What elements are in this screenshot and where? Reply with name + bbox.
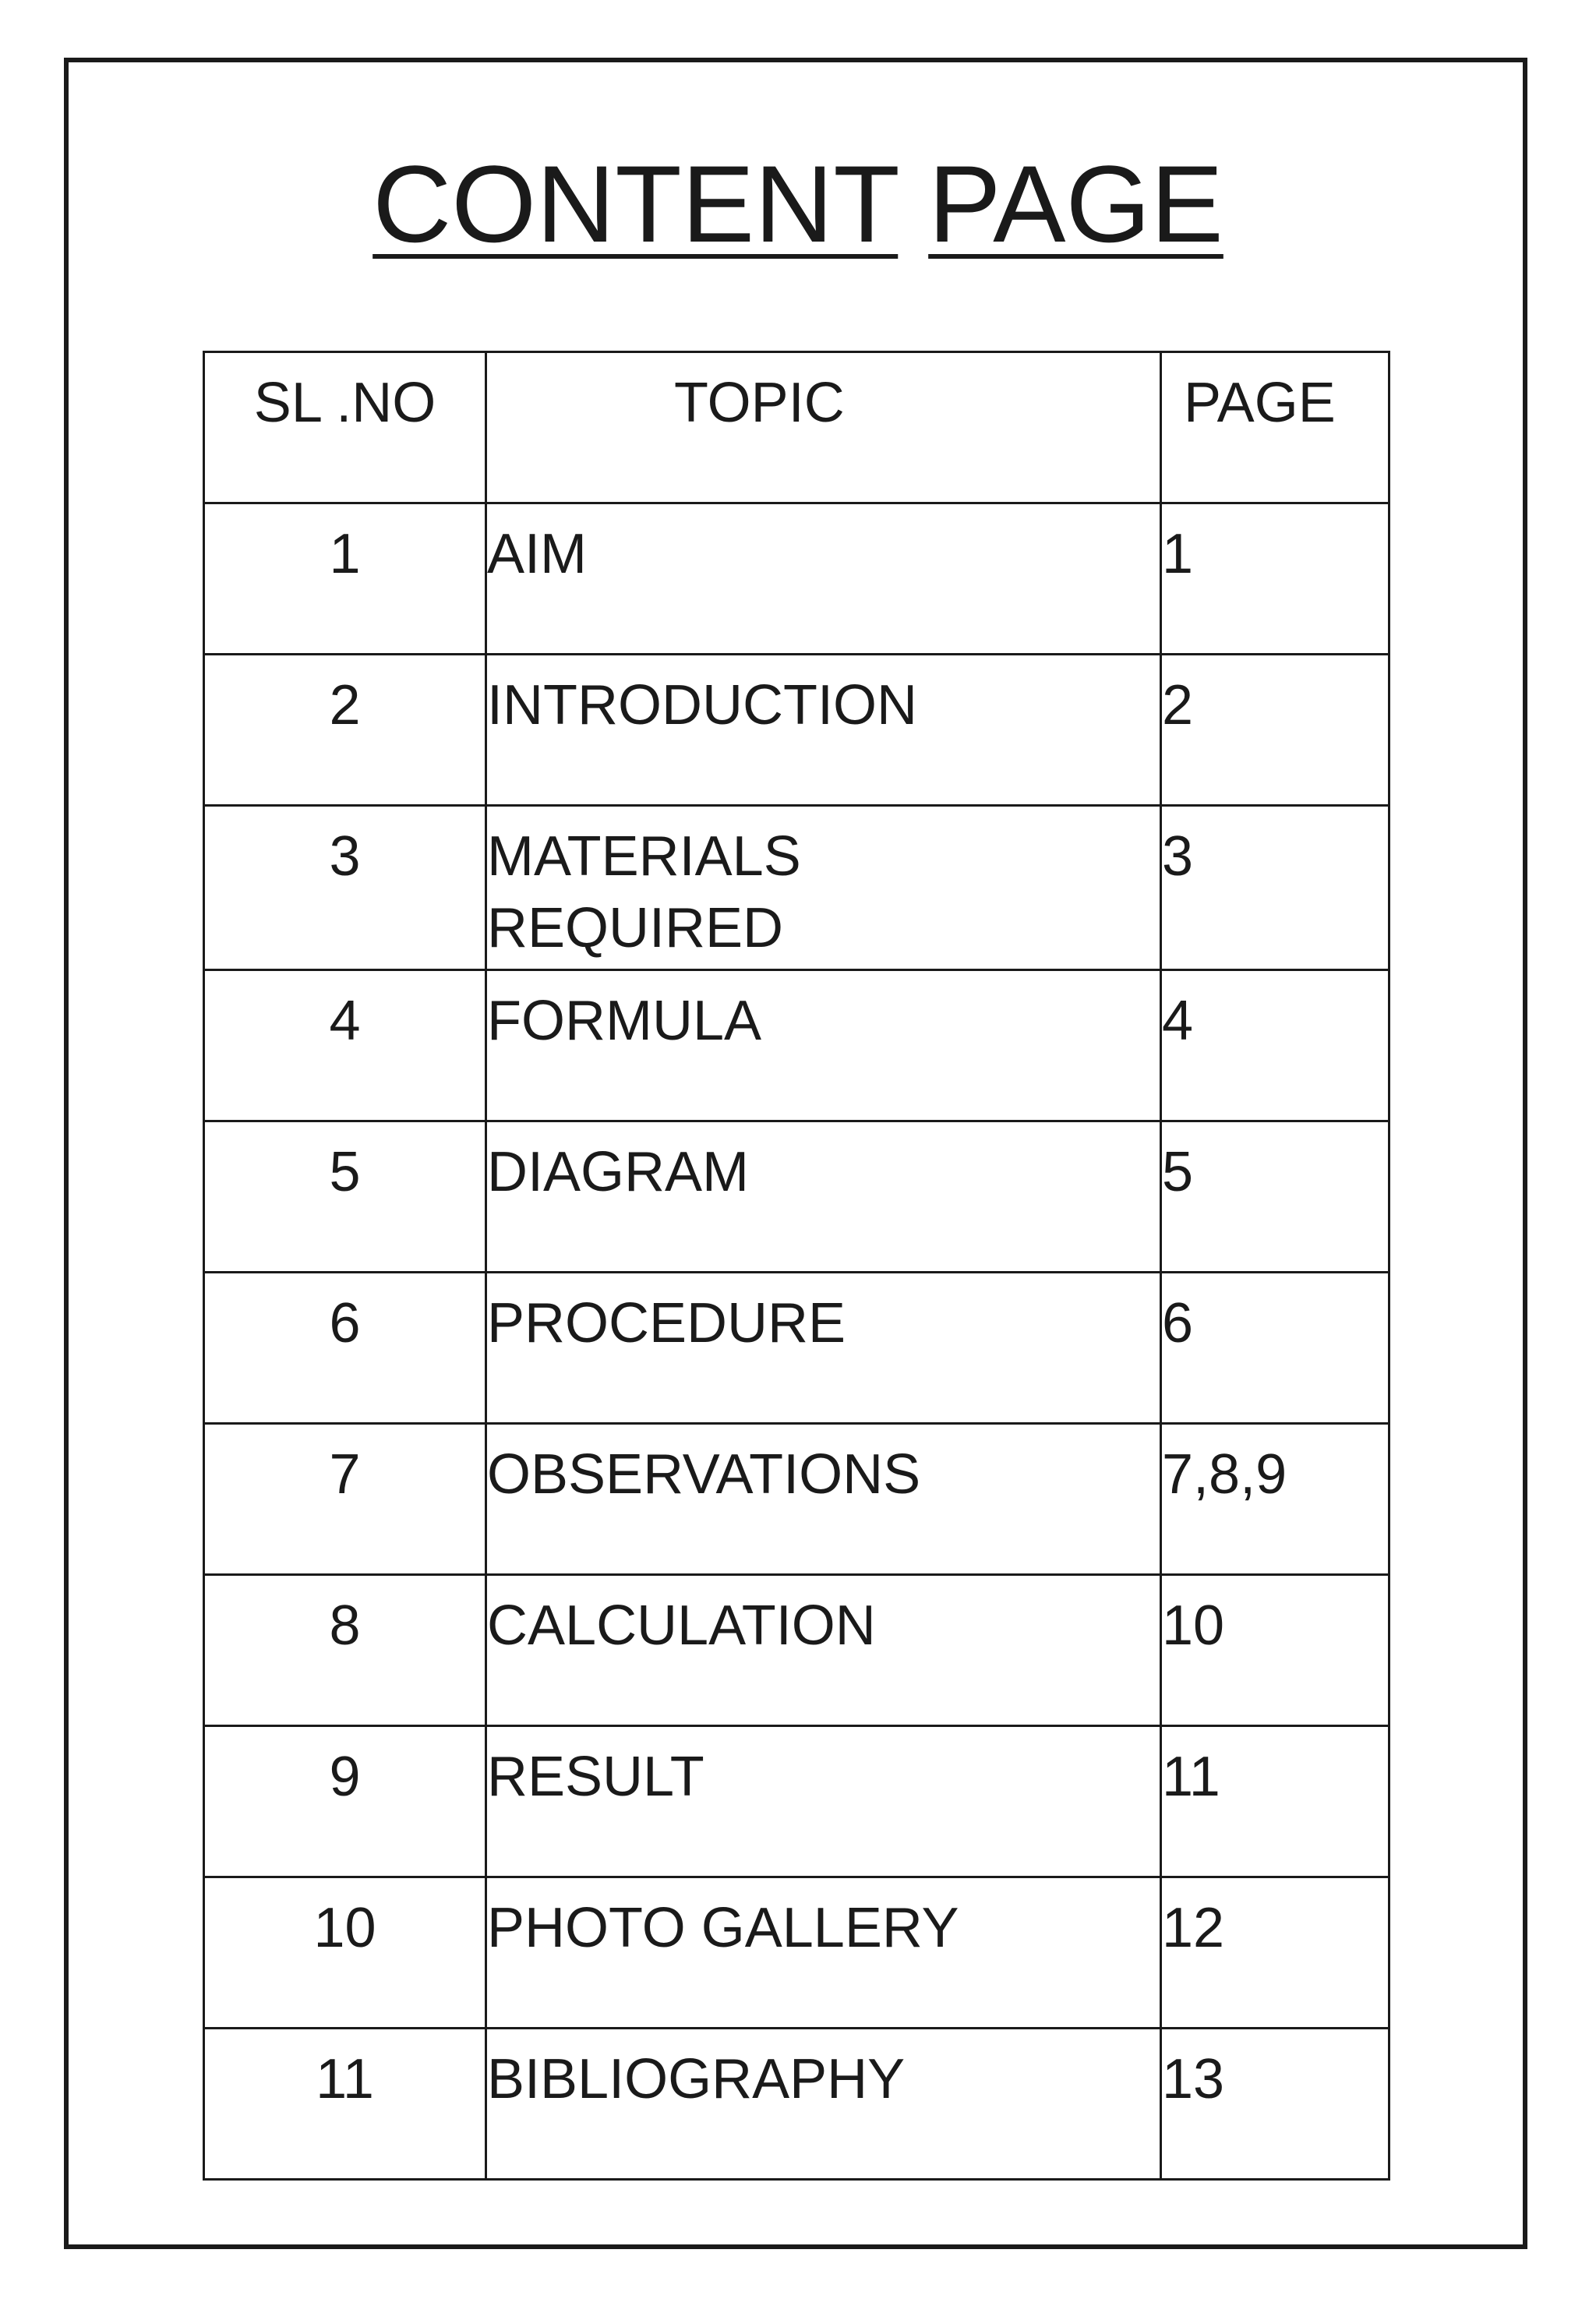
page-title xyxy=(0,143,1596,265)
row-topic: PHOTO GALLERY xyxy=(486,1877,1161,2029)
row-topic: RESULT xyxy=(486,1726,1161,1877)
table-row xyxy=(204,970,1389,1121)
contents-table xyxy=(203,351,1390,2181)
table-row xyxy=(204,655,1389,806)
row-sl-no: 1 xyxy=(204,503,486,655)
table-header-row xyxy=(204,352,1389,503)
title-word-content: CONTENT xyxy=(373,143,899,265)
row-sl-no: 9 xyxy=(204,1726,486,1877)
table-row xyxy=(204,1424,1389,1575)
table-row xyxy=(204,1575,1389,1726)
table-row xyxy=(204,806,1389,970)
row-page: 7,8,9 xyxy=(1161,1424,1389,1575)
header-page: PAGE xyxy=(1161,352,1389,503)
row-topic: AIM xyxy=(486,503,1161,655)
row-topic: FORMULA xyxy=(486,970,1161,1121)
row-topic-line-2: REQUIRED xyxy=(487,897,784,959)
row-page: 13 xyxy=(1161,2029,1389,2180)
row-sl-no: 10 xyxy=(204,1877,486,2029)
row-sl-no: 8 xyxy=(204,1575,486,1726)
table-row xyxy=(204,1273,1389,1424)
title-word-page: PAGE xyxy=(928,143,1223,265)
row-topic: INTRODUCTION xyxy=(486,655,1161,806)
header-topic: TOPIC xyxy=(486,352,1161,503)
row-page: 1 xyxy=(1161,503,1389,655)
row-page: 6 xyxy=(1161,1273,1389,1424)
row-topic: CALCULATION xyxy=(486,1575,1161,1726)
row-topic xyxy=(486,806,1161,970)
row-sl-no: 4 xyxy=(204,970,486,1121)
row-page: 3 xyxy=(1161,806,1389,970)
row-topic-line-1: MATERIALS xyxy=(487,825,801,888)
row-sl-no: 2 xyxy=(204,655,486,806)
row-sl-no: 7 xyxy=(204,1424,486,1575)
table-row xyxy=(204,1726,1389,1877)
row-sl-no: 3 xyxy=(204,806,486,970)
row-topic: PROCEDURE xyxy=(486,1273,1161,1424)
table-row xyxy=(204,1877,1389,2029)
table-row xyxy=(204,503,1389,655)
row-sl-no: 11 xyxy=(204,2029,486,2180)
table-row xyxy=(204,1121,1389,1273)
row-sl-no: 5 xyxy=(204,1121,486,1273)
row-page: 10 xyxy=(1161,1575,1389,1726)
row-page: 2 xyxy=(1161,655,1389,806)
header-sl-no: SL .NO xyxy=(204,352,486,503)
row-sl-no: 6 xyxy=(204,1273,486,1424)
row-page: 12 xyxy=(1161,1877,1389,2029)
row-page: 4 xyxy=(1161,970,1389,1121)
row-topic: DIAGRAM xyxy=(486,1121,1161,1273)
table-row xyxy=(204,2029,1389,2180)
row-topic: BIBLIOGRAPHY xyxy=(486,2029,1161,2180)
row-topic: OBSERVATIONS xyxy=(486,1424,1161,1575)
row-page: 5 xyxy=(1161,1121,1389,1273)
row-page: 11 xyxy=(1161,1726,1389,1877)
